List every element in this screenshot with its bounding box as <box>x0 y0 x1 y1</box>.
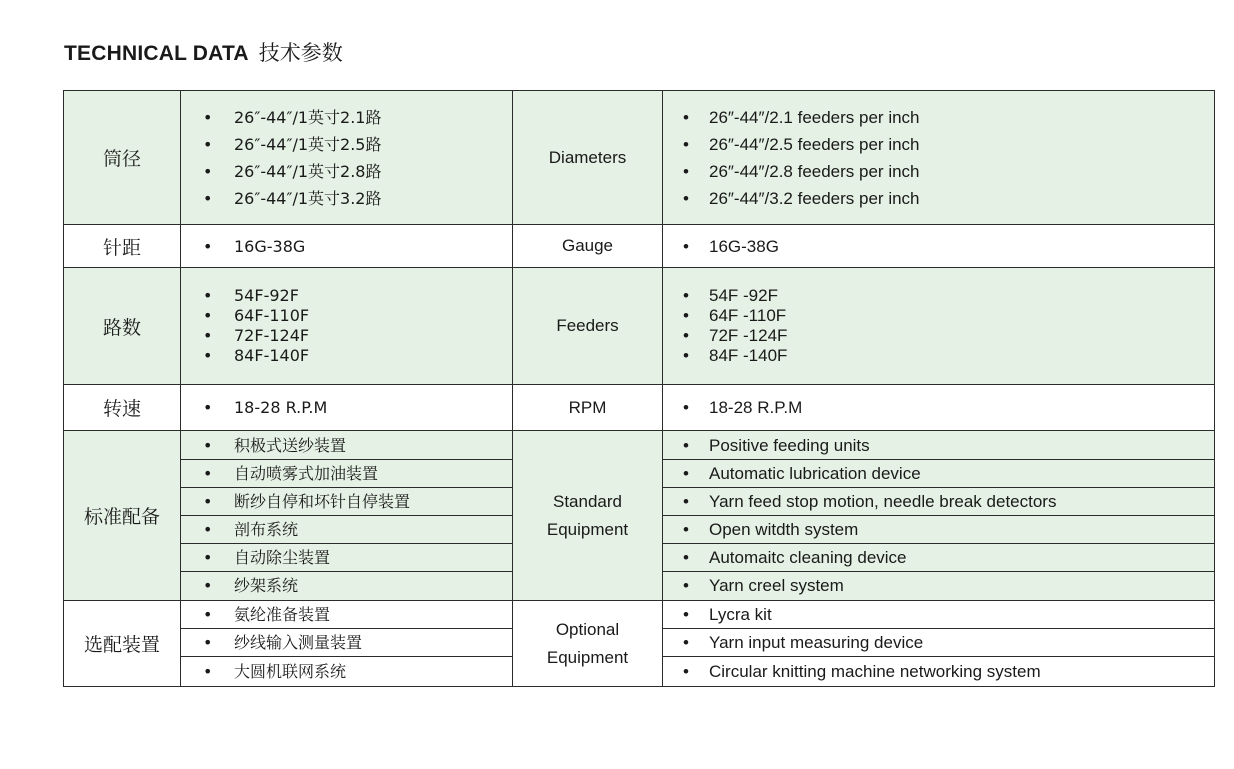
list-en-optional <box>663 601 1214 686</box>
cell-en-rpm <box>663 385 1215 431</box>
label-cn-optional: 选配装置 <box>64 601 181 687</box>
label-en-diameters: Diameters <box>513 91 663 225</box>
list-item: • 纱架系统 <box>181 572 512 599</box>
table-row-optional-equipment <box>64 601 1215 687</box>
list-en-gauge <box>663 233 1214 260</box>
cell-en-feeders <box>663 268 1215 385</box>
list-en-feeders <box>663 286 1214 366</box>
list-item: • 剖布系统 <box>181 516 512 544</box>
cell-cn-standard <box>181 431 513 601</box>
cell-en-diameters <box>663 91 1215 225</box>
table-row-standard-equipment <box>64 431 1215 601</box>
list-item: • 18-28 R.P.M <box>663 394 1214 421</box>
cell-en-standard <box>663 431 1215 601</box>
list-cn-feeders <box>181 286 512 366</box>
list-item: • 84F-140F <box>181 346 512 366</box>
table-row-rpm <box>64 385 1215 431</box>
list-item: • Yarn input measuring device <box>663 629 1214 657</box>
label-cn-gauge: 针距 <box>64 225 181 268</box>
list-item: • Yarn feed stop motion, needle break detectors <box>663 488 1214 516</box>
label-en-standard-line2: Equipment <box>546 519 629 539</box>
list-item: • 积极式送纱装置 <box>181 432 512 460</box>
cell-en-optional <box>663 601 1215 687</box>
label-en-feeders: Feeders <box>513 268 663 385</box>
list-item: • Lycra kit <box>663 601 1214 629</box>
list-item: • 大圆机联网系统 <box>181 657 512 686</box>
label-en-rpm: RPM <box>513 385 663 431</box>
table-row-gauge <box>64 225 1215 268</box>
list-item: • 26″-44″/1英寸2.1路 <box>181 104 512 131</box>
list-item: • 26″-44″/1英寸2.8路 <box>181 158 512 185</box>
list-item: • 26″-44″/1英寸3.2路 <box>181 185 512 212</box>
cell-en-gauge <box>663 225 1215 268</box>
cell-cn-feeders <box>181 268 513 385</box>
list-item: • 54F-92F <box>181 286 512 306</box>
list-item: • 26″-44″/2.5 feeders per inch <box>663 131 1214 158</box>
page-title <box>64 38 343 69</box>
list-cn-optional <box>181 601 512 686</box>
title-en: TECHNICAL DATA <box>64 42 249 65</box>
list-item: • 16G-38G <box>181 233 512 260</box>
cell-cn-gauge <box>181 225 513 268</box>
list-item: • Open witdth system <box>663 516 1214 544</box>
label-en-optional <box>513 601 663 687</box>
list-item: • Positive feeding units <box>663 432 1214 460</box>
label-cn-standard: 标准配备 <box>64 431 181 601</box>
list-item: • 84F -140F <box>663 346 1214 366</box>
list-item: • Automatic lubrication device <box>663 460 1214 488</box>
label-en-optional-line1: Optional <box>555 619 620 639</box>
list-cn-gauge <box>181 233 512 260</box>
title-cn: 技术参数 <box>258 41 343 65</box>
list-cn-rpm <box>181 394 512 421</box>
label-en-standard-line1: Standard <box>553 491 622 511</box>
technical-data-table <box>63 90 1215 687</box>
list-item: • 64F -110F <box>663 306 1214 326</box>
list-item: • 26″-44″/3.2 feeders per inch <box>663 185 1214 212</box>
list-item: • 纱线输入测量装置 <box>181 629 512 657</box>
list-item: • 18-28 R.P.M <box>181 394 512 421</box>
list-item: • 断纱自停和坏针自停装置 <box>181 488 512 516</box>
list-item: • 26″-44″/2.1 feeders per inch <box>663 104 1214 131</box>
list-item: • 72F-124F <box>181 326 512 346</box>
list-en-diameters <box>663 103 1214 212</box>
table-row-diameters <box>64 91 1215 225</box>
list-item: • Circular knitting machine networking system <box>663 657 1214 686</box>
list-item: • 72F -124F <box>663 326 1214 346</box>
list-item: • Yarn creel system <box>663 572 1214 599</box>
list-cn-diameters <box>181 103 512 212</box>
table-row-feeders <box>64 268 1215 385</box>
label-en-standard <box>513 431 663 601</box>
list-cn-standard <box>181 432 512 599</box>
list-item: • 氨纶准备装置 <box>181 601 512 629</box>
cell-cn-optional <box>181 601 513 687</box>
cell-cn-rpm <box>181 385 513 431</box>
label-cn-diameters: 筒径 <box>64 91 181 225</box>
list-item: • Automaitc cleaning device <box>663 544 1214 572</box>
list-item: • 16G-38G <box>663 233 1214 260</box>
list-item: • 自动喷雾式加油装置 <box>181 460 512 488</box>
list-item: • 54F -92F <box>663 286 1214 306</box>
list-en-rpm <box>663 394 1214 421</box>
label-en-gauge: Gauge <box>513 225 663 268</box>
list-item: • 26″-44″/1英寸2.5路 <box>181 131 512 158</box>
list-item: • 64F-110F <box>181 306 512 326</box>
list-en-standard <box>663 432 1214 599</box>
cell-cn-diameters <box>181 91 513 225</box>
label-en-optional-line2: Equipment <box>546 647 629 667</box>
label-cn-feeders: 路数 <box>64 268 181 385</box>
list-item: • 26″-44″/2.8 feeders per inch <box>663 158 1214 185</box>
label-cn-rpm: 转速 <box>64 385 181 431</box>
list-item: • 自动除尘装置 <box>181 544 512 572</box>
